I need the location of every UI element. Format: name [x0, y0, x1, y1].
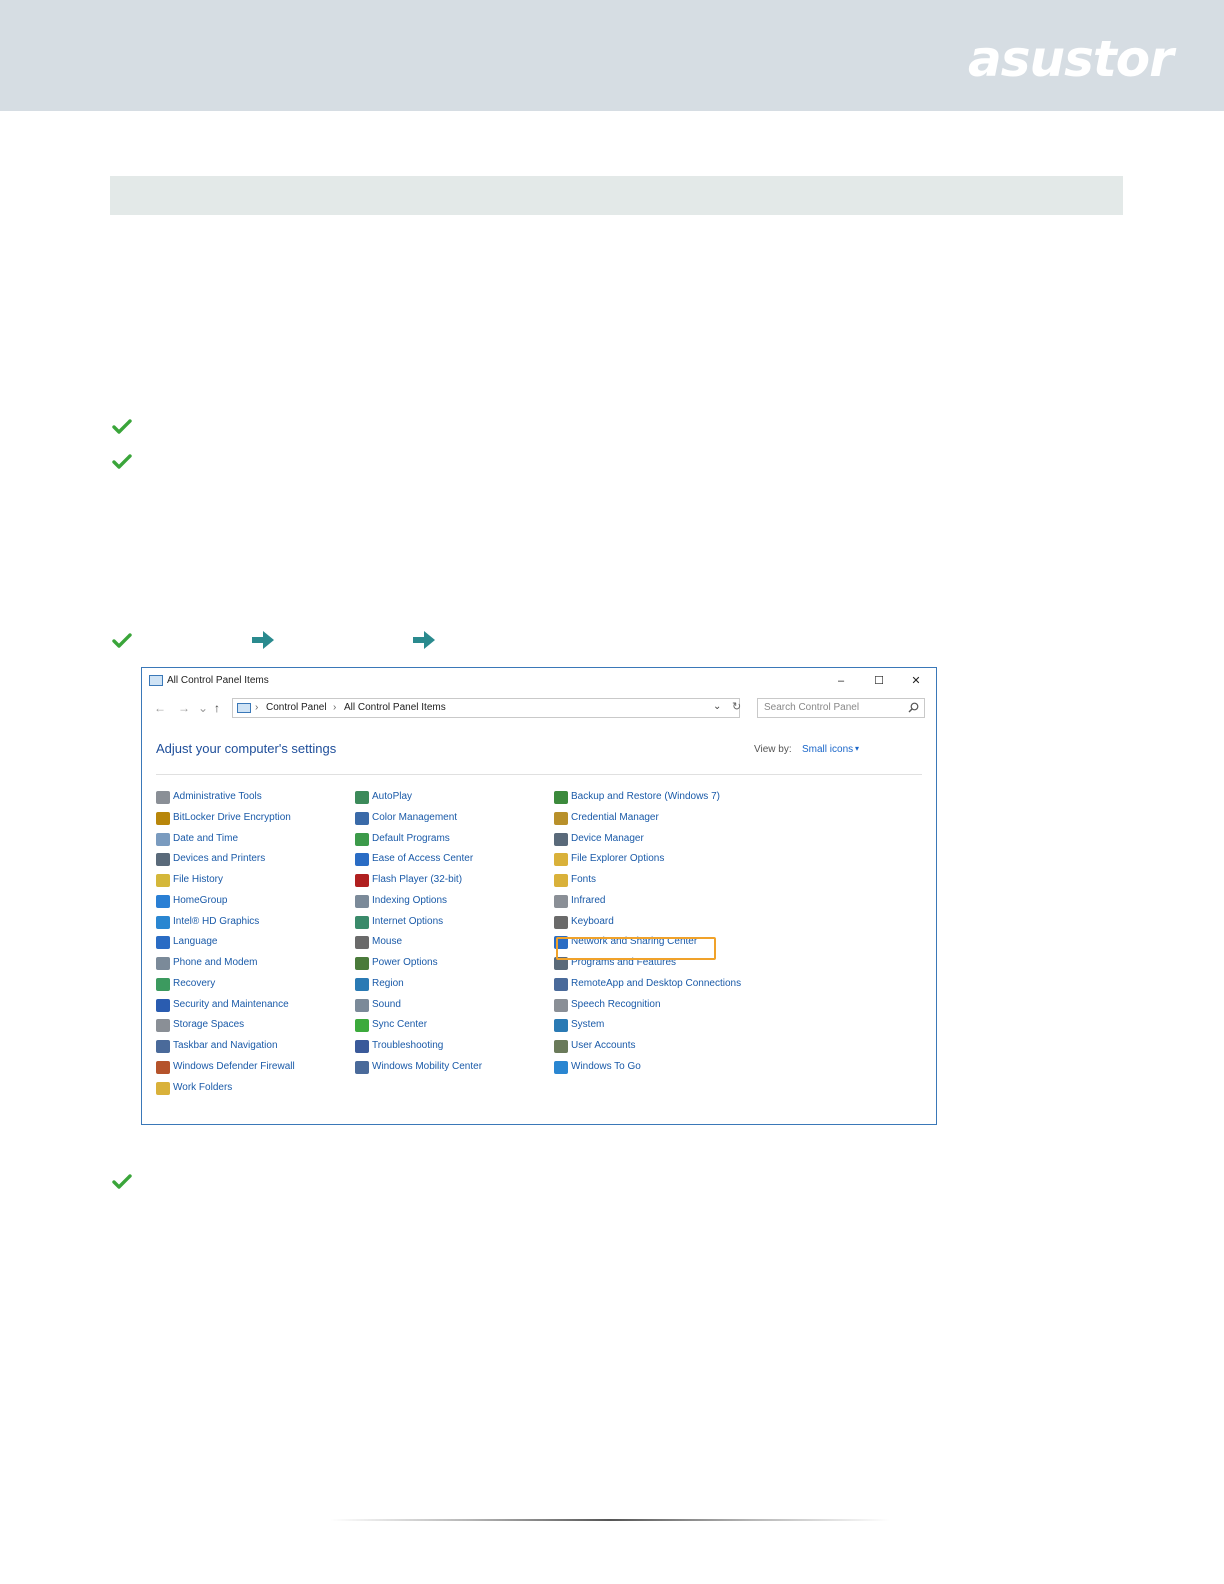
window-title: All Control Panel Items — [167, 675, 269, 686]
cp-item-label: Work Folders — [173, 1081, 233, 1093]
cp-item-label: Flash Player (32-bit) — [372, 874, 463, 885]
backup-icon — [554, 791, 568, 804]
close-button[interactable]: ✕ — [911, 675, 921, 687]
storage-icon — [156, 1019, 170, 1032]
flag-icon — [156, 999, 170, 1012]
cp-item-label: HomeGroup — [173, 894, 228, 906]
cp-item-label: System — [571, 1019, 605, 1031]
divider — [156, 774, 922, 775]
cp-item-label: Internet Options — [372, 915, 444, 927]
window-titlebar — [142, 668, 936, 694]
troubleshooting-icon — [355, 1040, 369, 1053]
cp-item-label: File Explorer Options — [571, 853, 665, 865]
address-dropdown-icon[interactable]: ⌄ — [713, 701, 722, 712]
internet-icon — [355, 916, 369, 929]
address-bar[interactable] — [232, 698, 740, 718]
cp-item-label: Security and Maintenance — [173, 998, 289, 1010]
credential-icon — [554, 812, 568, 825]
phone-modem-icon — [156, 957, 170, 970]
breadcrumb-control-panel[interactable]: Control Panel — [266, 702, 327, 713]
checkmark-icon — [112, 419, 132, 435]
cp-item-label: Windows Mobility Center — [372, 1060, 483, 1072]
recent-locations-button[interactable]: ⌄ — [198, 701, 209, 715]
right-arrow-icon — [412, 630, 436, 650]
cp-item-label: Intel® HD Graphics — [173, 915, 260, 927]
cp-item-label: Power Options — [372, 957, 438, 968]
mobility-icon — [355, 1061, 369, 1074]
refresh-icon[interactable]: ↻ — [732, 701, 742, 713]
cp-item-label: Infrared — [571, 894, 606, 906]
address-row — [142, 696, 936, 722]
right-arrow-icon — [251, 630, 275, 650]
flash-icon — [355, 874, 369, 887]
checkmark-icon — [112, 633, 132, 649]
cp-item-label: Speech Recognition — [571, 998, 661, 1010]
device-manager-icon — [554, 833, 568, 846]
bitlocker-icon — [156, 812, 170, 825]
cp-item-label: Color Management — [372, 811, 458, 823]
cp-item-label: Fonts — [571, 874, 597, 885]
section-title-bar — [110, 176, 1123, 215]
color-management-icon — [355, 812, 369, 825]
cp-item-label: Backup and Restore (Windows 7) — [571, 791, 720, 802]
tools-icon — [156, 791, 170, 804]
indexing-icon — [355, 895, 369, 908]
keyboard-icon — [554, 916, 568, 929]
cp-item-label: Network and Sharing Center — [571, 936, 698, 948]
chevron-down-icon[interactable]: ▾ — [855, 744, 860, 753]
maximize-button[interactable]: ☐ — [874, 675, 884, 687]
printer-icon — [156, 853, 170, 866]
sync-icon — [355, 1019, 369, 1032]
ease-of-access-icon — [355, 853, 369, 866]
breadcrumb-separator: › — [255, 702, 259, 713]
cp-item-label: Region — [372, 977, 404, 989]
cp-item-label: Sound — [372, 998, 401, 1010]
cp-item-label: Keyboard — [571, 915, 614, 927]
cp-item-label: Sync Center — [372, 1019, 428, 1031]
page-header-band — [0, 0, 1224, 111]
cp-item-label: Indexing Options — [372, 894, 448, 906]
checkmark-icon — [112, 1174, 132, 1190]
windows-to-go-icon — [554, 1061, 568, 1074]
file-explorer-icon — [554, 853, 568, 866]
remoteapp-icon — [554, 978, 568, 991]
back-button[interactable]: ← — [154, 701, 166, 715]
infrared-icon — [554, 895, 568, 908]
autoplay-icon — [355, 791, 369, 804]
cp-item-label: Date and Time — [173, 832, 239, 844]
cp-item-label: Programs and Features — [571, 957, 677, 968]
cp-item-label: Taskbar and Navigation — [173, 1040, 278, 1051]
cp-item-label: RemoteApp and Desktop Connections — [571, 977, 742, 989]
recovery-icon — [156, 978, 170, 991]
control-panel-icon — [237, 703, 251, 713]
control-panel-icon — [149, 675, 163, 686]
folder-icon — [156, 1082, 170, 1095]
search-input[interactable] — [757, 698, 925, 718]
firewall-icon — [156, 1061, 170, 1074]
system-icon — [554, 1019, 568, 1032]
cp-item-label: Devices and Printers — [173, 853, 266, 865]
cp-item-label: Mouse — [372, 936, 403, 948]
region-icon — [355, 978, 369, 991]
mouse-icon — [355, 936, 369, 949]
cp-item-label: AutoPlay — [372, 791, 413, 802]
cp-item-label: Phone and Modem — [173, 957, 258, 968]
microphone-icon — [554, 999, 568, 1012]
fonts-icon — [554, 874, 568, 887]
power-icon — [355, 957, 369, 970]
cp-item-label: Troubleshooting — [372, 1040, 444, 1051]
default-programs-icon — [355, 833, 369, 846]
cp-item-label: Storage Spaces — [173, 1019, 245, 1031]
highlight-box — [556, 937, 716, 960]
cp-item-label: Windows Defender Firewall — [173, 1060, 295, 1072]
intel-graphics-icon — [156, 916, 170, 929]
cp-item-label: Default Programs — [372, 832, 450, 844]
control-panel-window — [141, 667, 937, 1125]
cp-item-label: BitLocker Drive Encryption — [173, 811, 291, 823]
user-accounts-icon — [554, 1040, 568, 1053]
footer-divider — [330, 1519, 890, 1521]
homegroup-icon — [156, 895, 170, 908]
language-icon — [156, 936, 170, 949]
checkmark-icon — [112, 454, 132, 470]
up-button[interactable]: ↑ — [214, 701, 220, 715]
view-by-label: View by: — [754, 744, 792, 755]
view-by-dropdown[interactable]: Small icons — [802, 744, 854, 755]
page-heading: Adjust your computer's settings — [156, 741, 337, 756]
cp-item-label: Windows To Go — [571, 1060, 641, 1072]
cp-item-label: Language — [173, 936, 218, 948]
cp-item-label: Recovery — [173, 977, 216, 989]
minimize-button[interactable]: – — [837, 675, 845, 687]
cp-item-label: Device Manager — [571, 832, 644, 844]
file-history-icon — [156, 874, 170, 887]
breadcrumb-separator: › — [333, 702, 337, 713]
cp-item-label: File History — [173, 874, 224, 885]
search-icon[interactable] — [908, 702, 919, 713]
asustor-logo: asustor — [968, 30, 1173, 88]
cp-item-label: Administrative Tools — [173, 791, 262, 802]
cp-item-label: Ease of Access Center — [372, 853, 474, 865]
taskbar-icon — [156, 1040, 170, 1053]
forward-button[interactable]: → — [178, 701, 190, 715]
cp-item-label: Credential Manager — [571, 811, 659, 823]
cp-item-label: User Accounts — [571, 1040, 636, 1051]
clock-icon — [156, 833, 170, 846]
sound-icon — [355, 999, 369, 1012]
search-placeholder: Search Control Panel — [764, 702, 860, 713]
breadcrumb-all-items[interactable]: All Control Panel Items — [344, 702, 446, 713]
